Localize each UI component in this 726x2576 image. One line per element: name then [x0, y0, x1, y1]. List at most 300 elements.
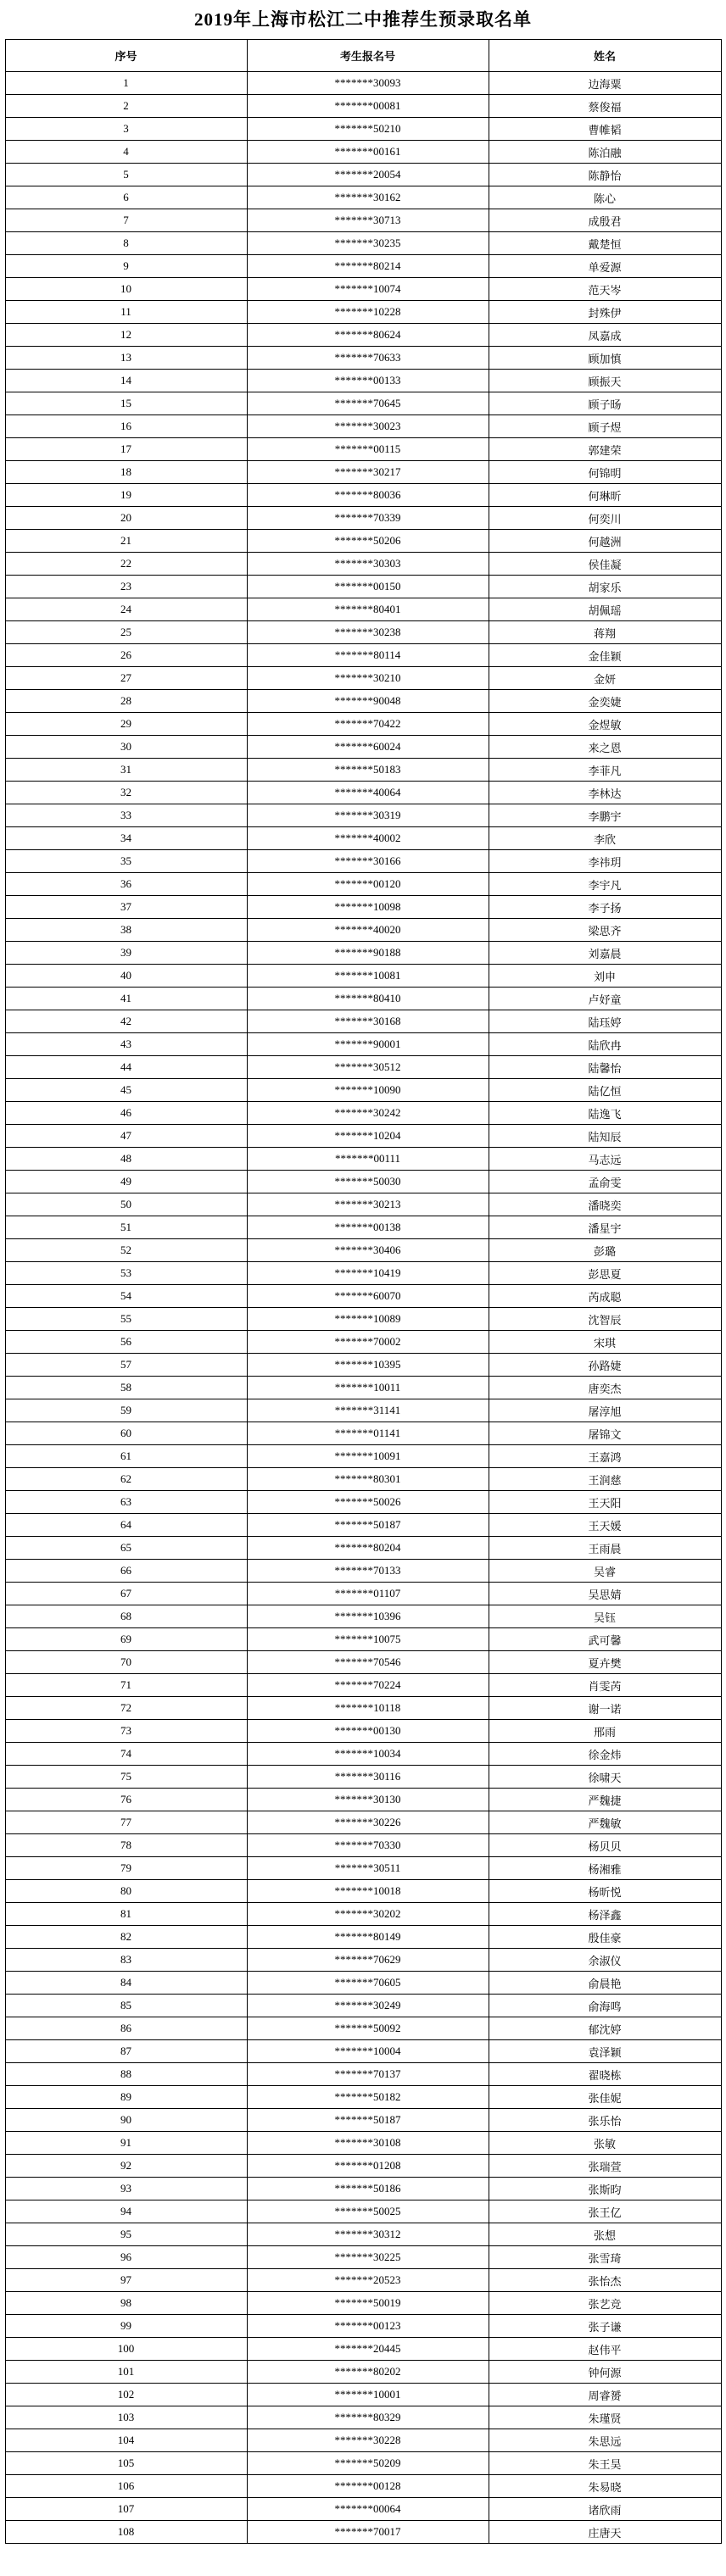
name-cell: 吴思婧 [489, 1583, 721, 1605]
name-cell: 张雪琦 [489, 2246, 721, 2269]
registration-number-cell: *******10011 [247, 1377, 489, 1399]
name-cell: 夏卉樊 [489, 1651, 721, 1674]
column-header-registration-number: 考生报名号 [247, 40, 489, 72]
table-row [5, 1766, 721, 1789]
registration-number-cell: *******10419 [247, 1262, 489, 1285]
table-row [5, 141, 721, 164]
registration-number-cell: *******10089 [247, 1308, 489, 1331]
name-cell: 陈静怡 [489, 164, 721, 186]
registration-number-cell: *******01107 [247, 1583, 489, 1605]
name-cell: 张怡杰 [489, 2269, 721, 2292]
registration-number-cell: *******10034 [247, 1743, 489, 1766]
table-row [5, 507, 721, 530]
name-cell: 彭思夏 [489, 1262, 721, 1285]
table-row [5, 2246, 721, 2269]
registration-number-cell: *******50209 [247, 2452, 489, 2475]
serial-number-cell: 37 [5, 896, 247, 919]
table-row [5, 667, 721, 690]
registration-number-cell: *******30512 [247, 1056, 489, 1079]
name-cell: 余淑仪 [489, 1949, 721, 1972]
table-row [5, 1926, 721, 1949]
table-row [5, 1628, 721, 1651]
registration-number-cell: *******50182 [247, 2086, 489, 2109]
serial-number-cell: 7 [5, 209, 247, 232]
serial-number-cell: 89 [5, 2086, 247, 2109]
table-row [5, 1171, 721, 1193]
serial-number-cell: 97 [5, 2269, 247, 2292]
name-cell: 陆欣冉 [489, 1033, 721, 1056]
table-row [5, 118, 721, 141]
table-row [5, 1377, 721, 1399]
name-cell: 赵伟平 [489, 2338, 721, 2361]
table-row [5, 1285, 721, 1308]
table-row [5, 209, 721, 232]
name-cell: 谢一诺 [489, 1697, 721, 1720]
name-cell: 孙路婕 [489, 1354, 721, 1377]
table-row [5, 850, 721, 873]
registration-number-cell: *******70645 [247, 392, 489, 415]
table-row [5, 2040, 721, 2063]
table-row [5, 1308, 721, 1331]
serial-number-cell: 29 [5, 713, 247, 736]
registration-number-cell: *******00161 [247, 141, 489, 164]
name-cell: 张艺竞 [489, 2292, 721, 2315]
serial-number-cell: 5 [5, 164, 247, 186]
table-row [5, 72, 721, 95]
name-cell: 陈心 [489, 186, 721, 209]
name-cell: 陆逸飞 [489, 1102, 721, 1125]
name-cell: 潘晓奕 [489, 1193, 721, 1216]
serial-number-cell: 12 [5, 324, 247, 347]
registration-number-cell: *******30406 [247, 1239, 489, 1262]
registration-number-cell: *******70633 [247, 347, 489, 370]
table-row [5, 2475, 721, 2498]
registration-number-cell: *******70133 [247, 1560, 489, 1583]
table-row [5, 2406, 721, 2429]
serial-number-cell: 15 [5, 392, 247, 415]
serial-number-cell: 70 [5, 1651, 247, 1674]
serial-number-cell: 40 [5, 965, 247, 988]
registration-number-cell: *******80202 [247, 2361, 489, 2384]
table-row [5, 164, 721, 186]
registration-number-cell: *******00138 [247, 1216, 489, 1239]
serial-number-cell: 48 [5, 1148, 247, 1171]
serial-number-cell: 6 [5, 186, 247, 209]
serial-number-cell: 78 [5, 1834, 247, 1857]
registration-number-cell: *******20523 [247, 2269, 489, 2292]
table-row [5, 186, 721, 209]
table-row [5, 2338, 721, 2361]
table-row [5, 2498, 721, 2521]
table-row [5, 2200, 721, 2223]
serial-number-cell: 46 [5, 1102, 247, 1125]
table-row [5, 1605, 721, 1628]
name-cell: 张瑞萱 [489, 2155, 721, 2178]
serial-number-cell: 60 [5, 1422, 247, 1445]
table-row [5, 2361, 721, 2384]
serial-number-cell: 102 [5, 2384, 247, 2406]
table-row [5, 530, 721, 553]
registration-number-cell: *******30238 [247, 621, 489, 644]
table-row [5, 782, 721, 804]
table-row [5, 1491, 721, 1514]
serial-number-cell: 4 [5, 141, 247, 164]
name-cell: 殷佳豪 [489, 1926, 721, 1949]
name-cell: 刘嘉晨 [489, 942, 721, 965]
name-cell: 芮成聪 [489, 1285, 721, 1308]
name-cell: 潘星宇 [489, 1216, 721, 1239]
name-cell: 蒋翔 [489, 621, 721, 644]
registration-number-cell: *******30226 [247, 1811, 489, 1834]
serial-number-cell: 3 [5, 118, 247, 141]
serial-number-cell: 25 [5, 621, 247, 644]
name-cell: 张乐怡 [489, 2109, 721, 2132]
registration-number-cell: *******30319 [247, 804, 489, 827]
registration-number-cell: *******30116 [247, 1766, 489, 1789]
name-cell: 边海粟 [489, 72, 721, 95]
registration-number-cell: *******30210 [247, 667, 489, 690]
name-cell: 胡家乐 [489, 576, 721, 598]
name-cell: 杨贝贝 [489, 1834, 721, 1857]
name-cell: 宋琪 [489, 1331, 721, 1354]
serial-number-cell: 13 [5, 347, 247, 370]
registration-number-cell: *******70605 [247, 1972, 489, 1995]
table-row [5, 1354, 721, 1377]
registration-number-cell: *******30511 [247, 1857, 489, 1880]
serial-number-cell: 67 [5, 1583, 247, 1605]
name-cell: 张敏 [489, 2132, 721, 2155]
registration-number-cell: *******10118 [247, 1697, 489, 1720]
serial-number-cell: 101 [5, 2361, 247, 2384]
name-cell: 王嘉鸿 [489, 1445, 721, 1468]
page-title: 2019年上海市松江二中推荐生预录取名单 [194, 9, 532, 30]
registration-number-cell: *******30108 [247, 2132, 489, 2155]
table-row [5, 484, 721, 507]
serial-number-cell: 85 [5, 1995, 247, 2017]
table-row [5, 2178, 721, 2200]
table-row [5, 255, 721, 278]
registration-number-cell: *******01141 [247, 1422, 489, 1445]
table-row [5, 988, 721, 1010]
serial-number-cell: 53 [5, 1262, 247, 1285]
table-row [5, 2269, 721, 2292]
serial-number-cell: 73 [5, 1720, 247, 1743]
name-cell: 钟何源 [489, 2361, 721, 2384]
table-row [5, 2521, 721, 2544]
table-row [5, 1560, 721, 1583]
name-cell: 诸欣雨 [489, 2498, 721, 2521]
table-row [5, 1811, 721, 1834]
serial-number-cell: 39 [5, 942, 247, 965]
name-cell: 李林达 [489, 782, 721, 804]
table-row [5, 1262, 721, 1285]
column-header-serial-number: 序号 [5, 40, 247, 72]
table-row [5, 1399, 721, 1422]
table-row [5, 1331, 721, 1354]
name-cell: 陆亿恒 [489, 1079, 721, 1102]
registration-number-cell: *******30235 [247, 232, 489, 255]
table-row [5, 438, 721, 461]
serial-number-cell: 11 [5, 301, 247, 324]
serial-number-cell: 34 [5, 827, 247, 850]
registration-number-cell: *******10075 [247, 1628, 489, 1651]
registration-number-cell: *******30168 [247, 1010, 489, 1033]
serial-number-cell: 2 [5, 95, 247, 118]
name-cell: 朱易晓 [489, 2475, 721, 2498]
name-cell: 张佳妮 [489, 2086, 721, 2109]
registration-number-cell: *******00120 [247, 873, 489, 896]
registration-number-cell: *******00123 [247, 2315, 489, 2338]
table-row [5, 1468, 721, 1491]
table-row [5, 2429, 721, 2452]
registration-number-cell: *******30242 [247, 1102, 489, 1125]
serial-number-cell: 54 [5, 1285, 247, 1308]
registration-number-cell: *******00081 [247, 95, 489, 118]
name-cell: 徐金炜 [489, 1743, 721, 1766]
name-cell: 严魏敏 [489, 1811, 721, 1834]
table-body [5, 72, 721, 2544]
table-row [5, 370, 721, 392]
serial-number-cell: 33 [5, 804, 247, 827]
table-row [5, 2452, 721, 2475]
name-cell: 陆馨怡 [489, 1056, 721, 1079]
serial-number-cell: 23 [5, 576, 247, 598]
serial-number-cell: 66 [5, 1560, 247, 1583]
name-cell: 顾振天 [489, 370, 721, 392]
name-cell: 杨湘雅 [489, 1857, 721, 1880]
serial-number-cell: 30 [5, 736, 247, 759]
registration-number-cell: *******10018 [247, 1880, 489, 1903]
registration-number-cell: *******70330 [247, 1834, 489, 1857]
registration-number-cell: *******70422 [247, 713, 489, 736]
registration-number-cell: *******70224 [247, 1674, 489, 1697]
registration-number-cell: *******10004 [247, 2040, 489, 2063]
name-cell: 戴楚恒 [489, 232, 721, 255]
table-row [5, 461, 721, 484]
table-row [5, 1972, 721, 1995]
registration-number-cell: *******10228 [247, 301, 489, 324]
name-cell: 刘申 [489, 965, 721, 988]
serial-number-cell: 68 [5, 1605, 247, 1628]
registration-number-cell: *******60070 [247, 1285, 489, 1308]
serial-number-cell: 80 [5, 1880, 247, 1903]
table-row [5, 1422, 721, 1445]
name-cell: 朱王昊 [489, 2452, 721, 2475]
table-row [5, 965, 721, 988]
serial-number-cell: 42 [5, 1010, 247, 1033]
table-row [5, 576, 721, 598]
name-cell: 吴钰 [489, 1605, 721, 1628]
table-row [5, 1995, 721, 2017]
table-row [5, 942, 721, 965]
serial-number-cell: 71 [5, 1674, 247, 1697]
name-cell: 李宇凡 [489, 873, 721, 896]
serial-number-cell: 79 [5, 1857, 247, 1880]
serial-number-cell: 36 [5, 873, 247, 896]
serial-number-cell: 62 [5, 1468, 247, 1491]
registration-number-cell: *******30217 [247, 461, 489, 484]
serial-number-cell: 21 [5, 530, 247, 553]
table-row [5, 1125, 721, 1148]
name-cell: 李子扬 [489, 896, 721, 919]
registration-number-cell: *******10395 [247, 1354, 489, 1377]
registration-number-cell: *******50092 [247, 2017, 489, 2040]
registration-number-cell: *******00064 [247, 2498, 489, 2521]
serial-number-cell: 28 [5, 690, 247, 713]
registration-number-cell: *******40064 [247, 782, 489, 804]
registration-number-cell: *******00133 [247, 370, 489, 392]
serial-number-cell: 47 [5, 1125, 247, 1148]
registration-number-cell: *******30162 [247, 186, 489, 209]
name-cell: 俞晨艳 [489, 1972, 721, 1995]
registration-number-cell: *******80214 [247, 255, 489, 278]
table-row [5, 1834, 721, 1857]
name-cell: 成殷君 [489, 209, 721, 232]
name-cell: 顾子煜 [489, 415, 721, 438]
serial-number-cell: 26 [5, 644, 247, 667]
registration-number-cell: *******70629 [247, 1949, 489, 1972]
serial-number-cell: 9 [5, 255, 247, 278]
name-cell: 周睿赟 [489, 2384, 721, 2406]
registration-number-cell: *******30093 [247, 72, 489, 95]
table-row [5, 644, 721, 667]
name-cell: 邢雨 [489, 1720, 721, 1743]
serial-number-cell: 17 [5, 438, 247, 461]
name-cell: 唐奕杰 [489, 1377, 721, 1399]
registration-number-cell: *******00150 [247, 576, 489, 598]
name-cell: 范天岑 [489, 278, 721, 301]
table-row [5, 301, 721, 324]
table-row [5, 415, 721, 438]
table-row [5, 1445, 721, 1468]
registration-number-cell: *******70546 [247, 1651, 489, 1674]
table-row [5, 1514, 721, 1537]
name-cell: 凤嘉成 [489, 324, 721, 347]
serial-number-cell: 103 [5, 2406, 247, 2429]
name-cell: 王天媛 [489, 1514, 721, 1537]
serial-number-cell: 90 [5, 2109, 247, 2132]
serial-number-cell: 96 [5, 2246, 247, 2269]
name-cell: 庄唐天 [489, 2521, 721, 2544]
name-cell: 何奕川 [489, 507, 721, 530]
table-row [5, 1651, 721, 1674]
name-cell: 朱思远 [489, 2429, 721, 2452]
name-cell: 金佳颖 [489, 644, 721, 667]
table-row [5, 1949, 721, 1972]
name-cell: 屠淳旭 [489, 1399, 721, 1422]
table-row [5, 873, 721, 896]
serial-number-cell: 87 [5, 2040, 247, 2063]
registration-number-cell: *******00128 [247, 2475, 489, 2498]
registration-number-cell: *******80410 [247, 988, 489, 1010]
table-row [5, 1697, 721, 1720]
registration-number-cell: *******70002 [247, 1331, 489, 1354]
name-cell: 张子谦 [489, 2315, 721, 2338]
serial-number-cell: 14 [5, 370, 247, 392]
registration-number-cell: *******30225 [247, 2246, 489, 2269]
table-row [5, 2223, 721, 2246]
registration-number-cell: *******00130 [247, 1720, 489, 1743]
table-row [5, 1537, 721, 1560]
table-row [5, 804, 721, 827]
name-cell: 孟俞雯 [489, 1171, 721, 1193]
table-row [5, 1789, 721, 1811]
table-row [5, 2086, 721, 2109]
name-cell: 单爱源 [489, 255, 721, 278]
name-cell: 杨昕悦 [489, 1880, 721, 1903]
table-row [5, 1079, 721, 1102]
registration-number-cell: *******40002 [247, 827, 489, 850]
serial-number-cell: 43 [5, 1033, 247, 1056]
serial-number-cell: 57 [5, 1354, 247, 1377]
table-row [5, 1056, 721, 1079]
registration-number-cell: *******90001 [247, 1033, 489, 1056]
serial-number-cell: 105 [5, 2452, 247, 2475]
name-cell: 何锦明 [489, 461, 721, 484]
table-row [5, 1720, 721, 1743]
registration-number-cell: *******30130 [247, 1789, 489, 1811]
name-cell: 李欣 [489, 827, 721, 850]
name-cell: 侯佳凝 [489, 553, 721, 576]
table-row [5, 553, 721, 576]
serial-number-cell: 61 [5, 1445, 247, 1468]
table-row [5, 1010, 721, 1033]
serial-number-cell: 51 [5, 1216, 247, 1239]
registration-number-cell: *******50026 [247, 1491, 489, 1514]
registration-number-cell: *******50187 [247, 1514, 489, 1537]
registration-number-cell: *******90048 [247, 690, 489, 713]
table-row [5, 1193, 721, 1216]
table-row [5, 2315, 721, 2338]
table-row [5, 896, 721, 919]
serial-number-cell: 64 [5, 1514, 247, 1537]
name-cell: 张想 [489, 2223, 721, 2246]
serial-number-cell: 108 [5, 2521, 247, 2544]
name-cell: 张斯昀 [489, 2178, 721, 2200]
registration-number-cell: *******50019 [247, 2292, 489, 2315]
registration-number-cell: *******10204 [247, 1125, 489, 1148]
registration-number-cell: *******90188 [247, 942, 489, 965]
table-row [5, 919, 721, 942]
serial-number-cell: 81 [5, 1903, 247, 1926]
name-cell: 胡佩瑶 [489, 598, 721, 621]
name-cell: 金妍 [489, 667, 721, 690]
name-cell: 顾加慎 [489, 347, 721, 370]
serial-number-cell: 91 [5, 2132, 247, 2155]
registration-number-cell: *******70017 [247, 2521, 489, 2544]
table-row [5, 2017, 721, 2040]
registration-number-cell: *******70339 [247, 507, 489, 530]
registration-number-cell: *******80149 [247, 1926, 489, 1949]
registration-number-cell: *******30228 [247, 2429, 489, 2452]
name-cell: 郭建荣 [489, 438, 721, 461]
name-cell: 朱瑾贤 [489, 2406, 721, 2429]
registration-number-cell: *******30303 [247, 553, 489, 576]
name-cell: 翟晓栋 [489, 2063, 721, 2086]
registration-number-cell: *******70137 [247, 2063, 489, 2086]
registration-number-cell: *******50030 [247, 1171, 489, 1193]
name-cell: 马志远 [489, 1148, 721, 1171]
serial-number-cell: 56 [5, 1331, 247, 1354]
registration-number-cell: *******50183 [247, 759, 489, 782]
serial-number-cell: 65 [5, 1537, 247, 1560]
table-row [5, 598, 721, 621]
registration-number-cell: *******30166 [247, 850, 489, 873]
serial-number-cell: 77 [5, 1811, 247, 1834]
name-cell: 金煜敏 [489, 713, 721, 736]
serial-number-cell: 88 [5, 2063, 247, 2086]
table-row [5, 1583, 721, 1605]
